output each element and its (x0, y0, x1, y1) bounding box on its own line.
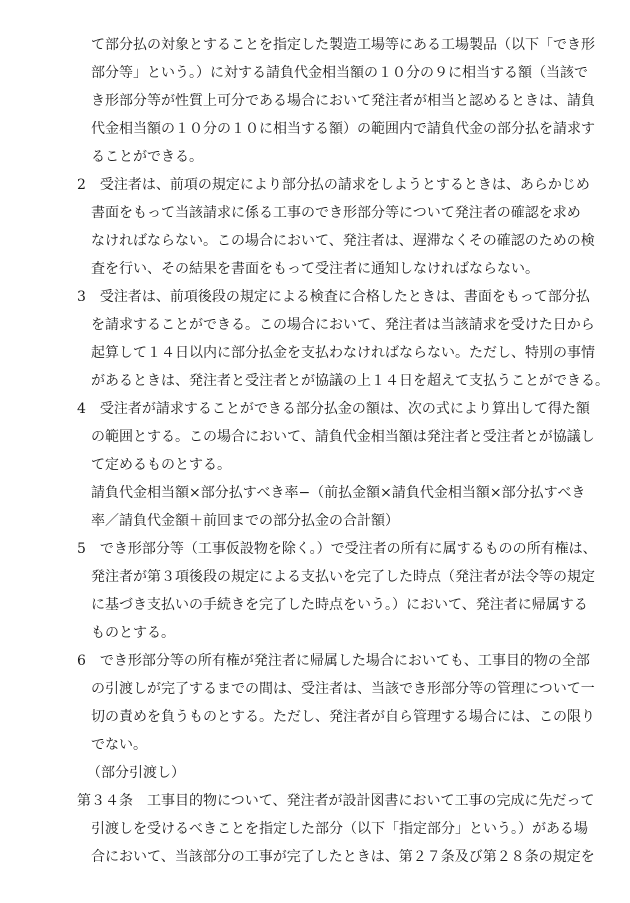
clause-line: 4 受注者が請求することができる部分払金の額は、次の式により算出して得た額 (77, 401, 590, 417)
text-line: の引渡しが完了するまでの間は、受注者は、当該でき形部分等の管理について一 (91, 681, 595, 697)
text-line: ることができる。 (91, 149, 203, 165)
text-line: があるときは、発注者と受注者とが協議の上１４日を超えて支払うことができる。 (91, 373, 609, 389)
text-line: て部分払の対象とすることを指定した製造工場等にある工場製品（以下「でき形 (91, 37, 595, 53)
text-line: の範囲とする。この場合において、請負代金相当額は発注者と受注者とが協議し (91, 429, 595, 445)
text-line: 引渡しを受けるべきことを指定した部分（以下「指定部分」という。）がある場 (91, 821, 588, 837)
formula-line: 率／請負代金額＋前回までの部分払金の合計額） (91, 513, 399, 529)
article-line: 第３４条 工事目的物について、発注者が設計図書において工事の完成に先だって (77, 793, 595, 809)
text-line: でない。 (91, 737, 147, 753)
text-line: き形部分等が性質上可分である場合において発注者が相当と認めるときは、請負 (91, 93, 595, 109)
text-line: 査を行い、その結果を書面をもって受注者に通知しなければならない。 (91, 261, 539, 277)
text-line: 合において、当該部分の工事が完了したときは、第２７条及び第２８条の規定を (91, 849, 595, 865)
text-line: 書面をもって当該請求に係る工事のでき形部分等について発注者の確認を求め (91, 205, 581, 221)
text-line: なければならない。この場合において、発注者は、遅滞なくその確認のための検 (91, 233, 595, 249)
text-line: 部分等」という。）に対する請負代金相当額の１０分の９に相当する額（当該で (91, 65, 588, 81)
clause-line: 6 でき形部分等の所有権が発注者に帰属した場合においても、工事目的物の全部 (77, 653, 590, 669)
clause-line: 5 でき形部分等（工事仮設物を除く。）で受注者の所有に属するものの所有権は、 (77, 541, 597, 557)
text-line: 切の責めを負うものとする。ただし、発注者が自ら管理する場合には、この限り (91, 709, 595, 725)
text-line: 発注者が第３項後段の規定による支払いを完了した時点（発注者が法令等の規定 (91, 569, 595, 585)
formula-line: 請負代金相当額×部分払すべき率−（前払金額×請負代金相当額×部分払すべき (91, 485, 586, 501)
text-line: 代金相当額の１０分の１０に相当する額）の範囲内で請負代金の部分払を請求す (91, 121, 595, 137)
text-line: て定めるものとする。 (91, 457, 231, 473)
section-heading: （部分引渡し） (87, 765, 185, 781)
text-line: ものとする。 (91, 625, 175, 641)
clause-line: 2 受注者は、前項の規定により部分払の請求をしようとするときは、あらかじめ (77, 177, 590, 193)
text-line: を請求することができる。この場合において、発注者は当該請求を受けた日から (91, 317, 595, 333)
text-line: に基づき支払いの手続きを完了した時点をいう。）において、発注者に帰属する (91, 597, 588, 613)
clause-line: 3 受注者は、前項後段の規定による検査に合格したときは、書面をもって部分払 (77, 289, 590, 305)
text-line: 起算して１４日以内に部分払金を支払わなければならない。ただし、特別の事情 (91, 345, 595, 361)
